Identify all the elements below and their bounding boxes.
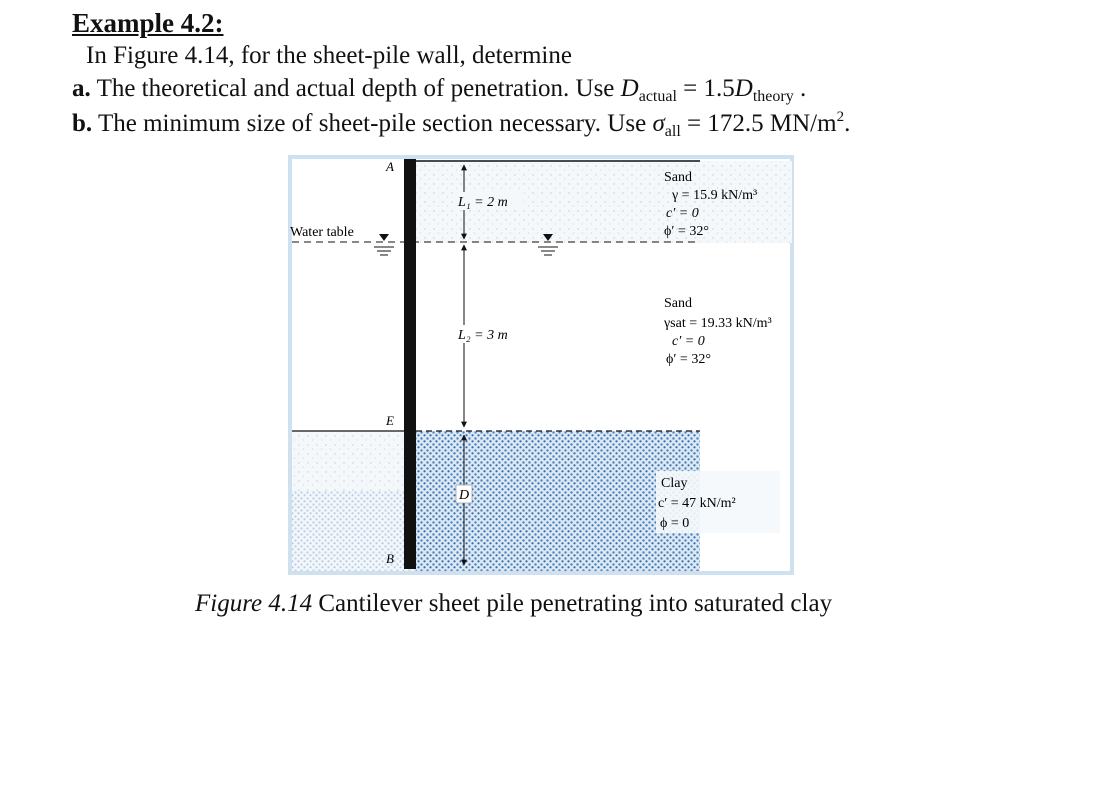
left-sand-patch [292, 431, 416, 491]
part-b-end: . [844, 110, 851, 137]
sheet-pile [404, 159, 416, 569]
part-a-text: The theoretical and actual depth of penetration. Use [96, 75, 621, 102]
sheet-pile-figure [288, 155, 794, 575]
l2-dimension-label: L₂ = 3 m [458, 328, 508, 343]
d-theory-symbol: D [734, 75, 753, 102]
part-a-end: . [793, 75, 807, 102]
d-theory-subscript: theory [752, 88, 794, 105]
part-a-equation: = 1.5 [676, 75, 735, 102]
layer3-cohesion: c′ = 47 kN/m² [658, 496, 736, 511]
d-actual-subscript: actual [638, 88, 677, 105]
problem-intro: In Figure 4.14, for the sheet-pile wall, determine [86, 42, 572, 69]
point-a-label: A [386, 159, 394, 174]
layer2-friction-angle: ϕ′ = 32° [666, 352, 711, 367]
water-table-label: Water table [290, 225, 354, 240]
layer1-gamma: γ = 15.9 kN/m³ [672, 188, 758, 203]
layer1-friction-angle: ϕ′ = 32° [664, 224, 709, 239]
d-dimension-label: D [459, 488, 470, 503]
left-clay-patch [292, 491, 416, 571]
part-b-label: b. [72, 110, 93, 137]
figure-caption [195, 590, 832, 618]
layer1-name: Sand [664, 170, 692, 185]
figure-number: Figure 4.14 [195, 590, 313, 617]
layer3-name: Clay [661, 476, 688, 491]
layer2-cohesion: c′ = 0 [672, 334, 705, 349]
sigma-all-subscript: all [664, 123, 681, 140]
layer3-friction-angle: ϕ = 0 [660, 516, 690, 531]
problem-part-a [72, 75, 806, 106]
part-b-text: The minimum size of sheet-pile section necessary. Use [97, 110, 653, 137]
figure-caption-text: Cantilever sheet pile penetrating into saturated clay [312, 590, 833, 617]
part-b-equation: = 172.5 MN/m [680, 110, 837, 137]
point-b-label: B [386, 551, 394, 566]
layer1-cohesion: c′ = 0 [666, 206, 699, 221]
layer2-gamma: γsat = 19.33 kN/m³ [664, 316, 772, 331]
part-b-superscript: 2 [836, 109, 845, 125]
point-e-label: E [386, 413, 394, 428]
l1-dimension-label: L₁ = 2 m [458, 195, 508, 210]
layer2-name: Sand [664, 296, 692, 311]
example-heading: Example 4.2: [72, 8, 224, 38]
sigma-all-symbol: σ [652, 110, 665, 137]
d-actual-symbol: D [620, 75, 639, 102]
problem-part-b [72, 109, 850, 141]
part-a-label: a. [72, 75, 91, 102]
